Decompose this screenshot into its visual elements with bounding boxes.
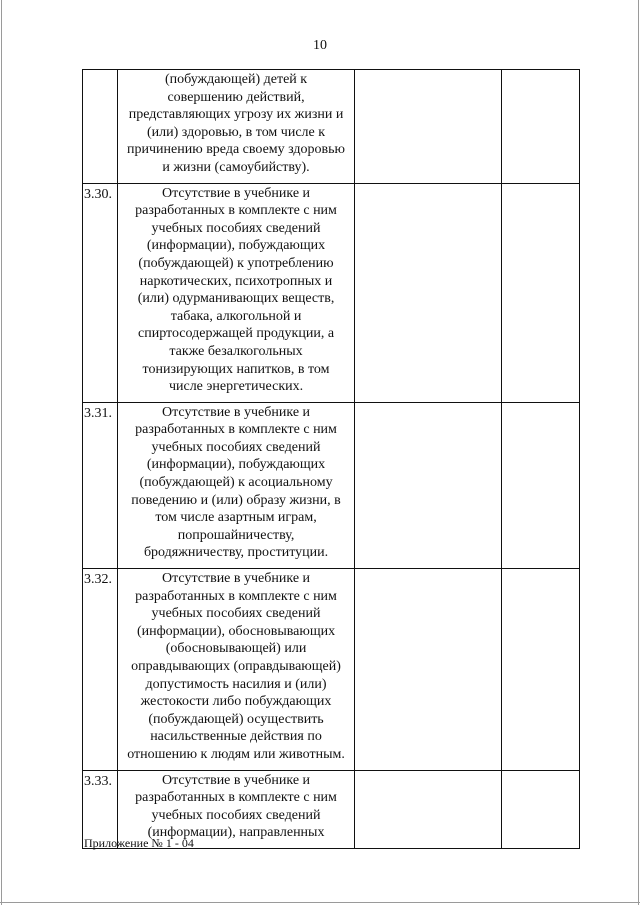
criteria-table bbox=[82, 69, 580, 849]
row-number: 3.32. bbox=[83, 569, 118, 771]
description-line: учебных пособиях сведений bbox=[151, 606, 321, 622]
description-line: (информации), обосновывающих bbox=[136, 623, 336, 639]
description-line: (побуждающей) детей к bbox=[164, 72, 308, 87]
row-description bbox=[118, 569, 354, 771]
description-line: учебных пособиях сведений bbox=[151, 807, 321, 823]
table-row bbox=[83, 569, 580, 771]
row-cell-4 bbox=[502, 183, 580, 402]
table-row bbox=[83, 70, 580, 184]
row-cell-3 bbox=[354, 183, 501, 402]
description-line: (побуждающей) к употреблению bbox=[138, 255, 334, 271]
row-cell-4 bbox=[502, 402, 580, 568]
scan-edge-right bbox=[638, 0, 639, 905]
row-cell-4 bbox=[502, 770, 580, 848]
description-line: (информации), побуждающих bbox=[146, 457, 326, 473]
description-line: (информации), побуждающих bbox=[146, 238, 326, 254]
row-cell-4 bbox=[502, 569, 580, 771]
description-line: попрошайничеству, bbox=[177, 527, 295, 543]
row-cell-3 bbox=[354, 402, 501, 568]
description-line: (обосновывающей) или bbox=[165, 641, 307, 657]
description-line: бродяжничеству, проституции. bbox=[143, 545, 329, 561]
row-number: 3.30. bbox=[83, 183, 118, 402]
description-line: допустимость насилия и (или) bbox=[145, 676, 327, 692]
description-line: также безалкогольных bbox=[169, 343, 303, 359]
description-line: разработанных в комплекте с ним bbox=[135, 588, 337, 604]
description-line: оправдывающих (оправдывающей) bbox=[131, 659, 341, 674]
description-line: совершению действий, bbox=[167, 89, 305, 105]
row-description bbox=[118, 70, 354, 184]
table-row bbox=[83, 183, 580, 402]
description-line: жестокости либо побуждающих bbox=[140, 694, 332, 710]
row-number: 3.31. bbox=[83, 402, 118, 568]
scan-edge-bottom bbox=[0, 902, 640, 903]
description-line: представляющих угрозу их жизни и bbox=[128, 107, 344, 123]
description-line: и жизни (самоубийству). bbox=[162, 159, 310, 175]
row-number: 3.33. bbox=[83, 770, 118, 848]
description-line: насильственные действия по bbox=[150, 729, 322, 745]
row-number bbox=[83, 70, 118, 184]
description-line: (побуждающей) осуществить bbox=[148, 711, 324, 727]
row-cell-3 bbox=[354, 70, 501, 184]
description-line: тонизирующих напитков, в том bbox=[142, 361, 330, 377]
row-cell-3 bbox=[354, 569, 501, 771]
description-line: Отсутствие в учебнике и bbox=[162, 772, 311, 788]
description-line: (или) одурманивающих веществ, bbox=[137, 291, 335, 307]
description-line: Отсутствие в учебнике и bbox=[162, 404, 311, 420]
description-line: поведению и (или) образу жизни, в bbox=[131, 492, 341, 508]
description-line: табака, алкогольной и bbox=[170, 308, 302, 324]
description-line: числе энергетических. bbox=[168, 379, 304, 395]
footer-appendix-label: Приложение № 1 - 04 bbox=[84, 836, 194, 850]
description-line: учебных пособиях сведений bbox=[151, 439, 321, 455]
description-line: спиртосодержащей продукции, а bbox=[138, 326, 335, 342]
description-line: (информации), направленных bbox=[147, 825, 325, 841]
description-line: разработанных в комплекте с ним bbox=[135, 422, 337, 438]
row-cell-4 bbox=[502, 70, 580, 184]
table-row bbox=[83, 402, 580, 568]
page-number: 10 bbox=[313, 38, 327, 53]
row-description bbox=[118, 183, 354, 402]
description-line: наркотических, психотропных и bbox=[139, 273, 333, 289]
description-line: причинению вреда своему здоровью bbox=[127, 142, 346, 158]
description-line: разработанных в комплекте с ним bbox=[135, 203, 337, 219]
row-cell-3 bbox=[354, 770, 501, 848]
description-line: разработанных в комплекте с ним bbox=[135, 790, 337, 806]
row-description bbox=[118, 402, 354, 568]
description-line: Отсутствие в учебнике и bbox=[162, 185, 311, 201]
description-line: Отсутствие в учебнике и bbox=[162, 571, 311, 587]
description-line: (побуждающей) к асоциальному bbox=[139, 475, 333, 491]
description-line: учебных пособиях сведений bbox=[151, 220, 321, 236]
description-line: (или) здоровью, в том числе к bbox=[147, 124, 326, 140]
scan-edge-left bbox=[1, 0, 2, 905]
description-line: том числе азартным играм, bbox=[155, 510, 317, 526]
description-line: отношению к людям или животным. bbox=[127, 746, 345, 762]
